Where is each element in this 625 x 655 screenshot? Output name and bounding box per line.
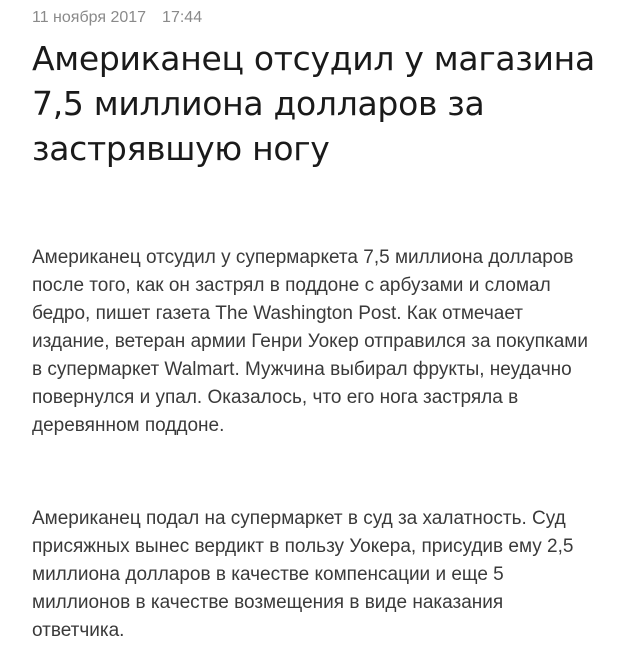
article-paragraph-2: Американец подал на супермаркет в суд за халатность. Суд присяжных вынес вердикт в пользу Уокера, присудив ему 2,5 миллиона долларов в качестве компенсации и еще 5 миллионов в качестве возмещения в виде наказания ответчика. xyxy=(32,508,574,641)
article-paragraph-1: Американец отсудил у супермаркета 7,5 миллиона долларов после того, как он застрял в поддоне с арбузами и сломал бедро, пишет газета The Washington Post. Как отмечает издание, ветеран армии Генри Уокер отправился за покупками в супермаркет Walmart. Мужчина выбирал фрукты, неудачно повернулся и упал. Оказалось, что его нога застряла в деревянном поддоне. xyxy=(32,247,588,436)
article-meta xyxy=(32,9,202,27)
publish-time: 17:44 xyxy=(162,9,203,26)
article-title: Американец отсудил у магазина 7,5 миллиона долларов за застрявшую ногу xyxy=(32,39,595,168)
publish-date: 11 ноября 2017 xyxy=(32,9,147,26)
